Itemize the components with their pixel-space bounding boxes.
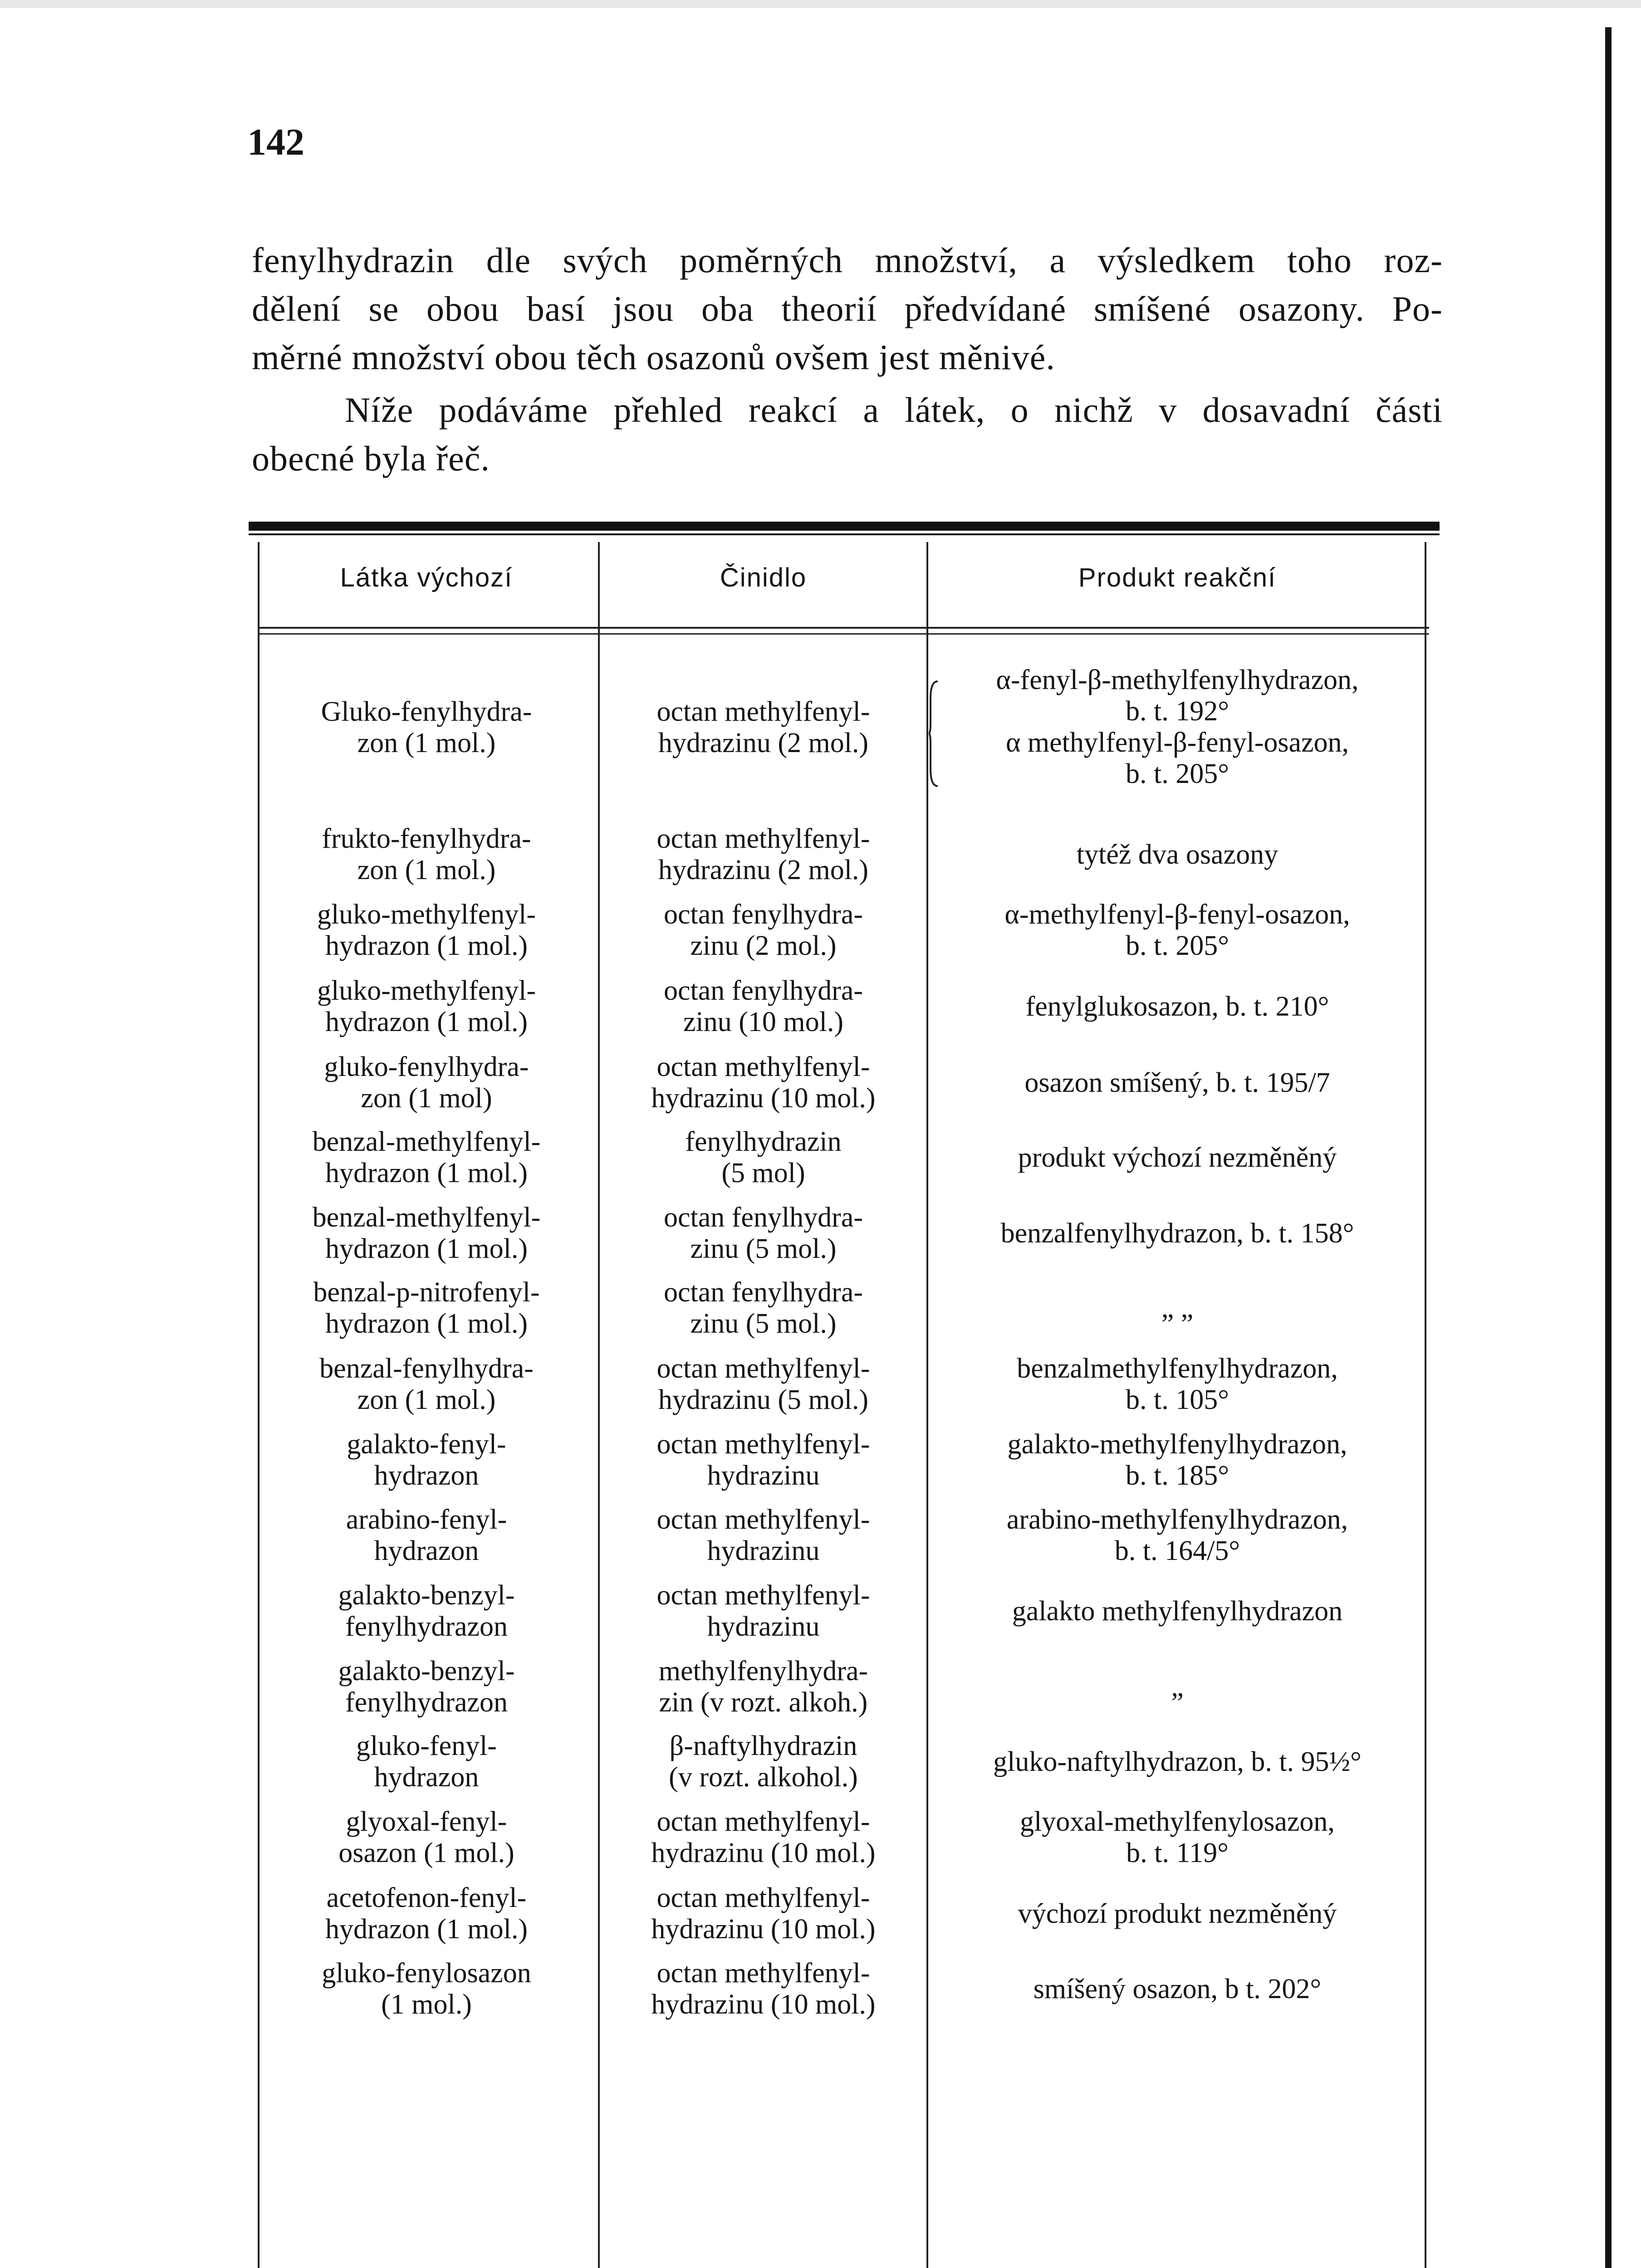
cell-line: (5 mol) xyxy=(721,1158,805,1188)
cell-line: fenylglukosazon, b. t. 210° xyxy=(1025,991,1329,1022)
cell-line: fenylhydrazon xyxy=(345,1687,508,1718)
paragraph-line: Níže podáváme přehled reakcí a látek, o nichž v dosavadní části xyxy=(345,390,1443,430)
page-number: 142 xyxy=(247,121,304,163)
cell-line: hydrazon xyxy=(374,1535,479,1566)
cell-line: benzal-methylfenyl- xyxy=(312,1202,541,1233)
cell-line: octan methylfenyl- xyxy=(656,1806,870,1837)
cell-line: octan fenylhydra- xyxy=(664,899,863,930)
cell-line: octan methylfenyl- xyxy=(656,1051,870,1082)
cell-product xyxy=(932,1218,1422,1249)
cell-line: hydrazinu xyxy=(707,1460,820,1491)
cell-substance xyxy=(259,1277,594,1339)
cell-line: octan methylfenyl- xyxy=(656,696,870,727)
paragraph-line: měrné množství obou těch osazonů ovšem jest měnivé. xyxy=(252,337,1055,377)
cell-product xyxy=(932,1596,1422,1627)
cell-line: b. t. 185° xyxy=(1125,1460,1230,1491)
cell-line: hydrazinu (5 mol.) xyxy=(658,1384,869,1415)
cell-line: „ xyxy=(1171,1671,1184,1702)
cell-substance xyxy=(259,1730,594,1793)
cell-reagent xyxy=(601,1353,926,1416)
cell-product xyxy=(932,1974,1422,2005)
cell-product xyxy=(932,839,1422,870)
cell-product xyxy=(932,1293,1422,1324)
cell-product xyxy=(932,899,1422,962)
cell-line: octan methylfenyl- xyxy=(656,1580,870,1611)
paragraph-2 xyxy=(252,386,1443,483)
cell-line: „ „ xyxy=(1161,1292,1194,1324)
cell-line: smíšený osazon, b t. 202° xyxy=(1033,1973,1322,2004)
cell-line: α methylfenyl-β-fenyl-osazon, xyxy=(1005,727,1349,758)
cell-line: hydrazinu (2 mol.) xyxy=(658,728,869,758)
cell-line: frukto-fenylhydra- xyxy=(322,823,531,854)
cell-line: hydrazon (1 mol.) xyxy=(325,1158,528,1188)
cell-line: hydrazinu (2 mol.) xyxy=(658,855,869,885)
cell-line: gluko-naftylhydrazon, b. t. 95½° xyxy=(993,1746,1362,1777)
cell-line: hydrazon (1 mol.) xyxy=(325,1914,528,1945)
cell-reagent xyxy=(601,975,926,1038)
cell-line: octan methylfenyl- xyxy=(656,1882,870,1913)
cell-substance xyxy=(259,1806,594,1869)
cell-line: galakto-fenyl- xyxy=(347,1429,506,1460)
cell-substance xyxy=(259,823,594,886)
cell-product xyxy=(932,1067,1422,1099)
cell-line: octan methylfenyl- xyxy=(656,1504,870,1535)
paragraph-line: fenylhydrazin dle svých poměrných množství, a výsledkem toho roz- xyxy=(252,240,1443,280)
cell-line: hydrazinu xyxy=(707,1611,820,1642)
cell-reagent xyxy=(601,1504,926,1567)
column-divider-2 xyxy=(926,542,928,2268)
cell-line: octan fenylhydra- xyxy=(664,1277,863,1308)
cell-substance xyxy=(259,1656,594,1718)
cell-line: hydrazon xyxy=(374,1762,479,1793)
cell-line: arabino-fenyl- xyxy=(346,1504,507,1535)
header-divider xyxy=(259,627,1429,629)
scan-right-edge xyxy=(1605,27,1612,2268)
cell-line: zinu (5 mol.) xyxy=(690,1308,837,1339)
cell-reagent xyxy=(601,1958,926,2020)
header-substance: Látka výchozí xyxy=(340,563,513,592)
table-top-rule-thin xyxy=(249,533,1440,535)
cell-product xyxy=(932,991,1422,1022)
cell-line: galakto-benzyl- xyxy=(338,1580,515,1611)
cell-substance xyxy=(259,1504,594,1567)
cell-line: methylfenylhydra- xyxy=(658,1656,868,1686)
cell-line: (v rozt. alkohol.) xyxy=(669,1762,858,1793)
cell-product xyxy=(932,665,1422,790)
cell-line: produkt výchozí nezměněný xyxy=(1018,1142,1337,1173)
cell-line: octan methylfenyl- xyxy=(656,1429,870,1460)
cell-line: zon (1 mol.) xyxy=(357,728,496,758)
cell-line: hydrazon xyxy=(374,1460,479,1491)
cell-line: hydrazinu (10 mol.) xyxy=(651,1838,876,1868)
cell-reagent xyxy=(601,1051,926,1114)
table-right-border xyxy=(1425,542,1426,2268)
cell-line: α-fenyl-β-methylfenylhydrazon, xyxy=(996,665,1359,695)
header-reagent: Činidlo xyxy=(720,563,807,592)
cell-substance xyxy=(259,1126,594,1189)
cell-line: benzalmethylfenylhydrazon, xyxy=(1017,1353,1338,1384)
cell-line: glyoxal-fenyl- xyxy=(346,1806,507,1837)
cell-reagent xyxy=(601,899,926,962)
cell-line: benzalfenylhydrazon, b. t. 158° xyxy=(1000,1217,1354,1249)
cell-line: zinu (5 mol.) xyxy=(690,1233,837,1264)
cell-product xyxy=(932,1746,1422,1778)
cell-reagent xyxy=(601,823,926,886)
cell-line: b. t. 205° xyxy=(1125,758,1230,789)
cell-line: b. t. 119° xyxy=(1126,1838,1229,1868)
cell-line: b. t. 105° xyxy=(1125,1384,1230,1415)
cell-line: octan methylfenyl- xyxy=(656,1353,870,1384)
cell-substance xyxy=(259,1353,594,1416)
header-divider-thin xyxy=(259,633,1429,635)
cell-substance xyxy=(259,1202,594,1265)
cell-line: hydrazon (1 mol.) xyxy=(325,930,528,961)
cell-product xyxy=(932,1353,1422,1416)
cell-line: galakto-methylfenylhydrazon, xyxy=(1007,1429,1347,1460)
cell-reagent xyxy=(601,1806,926,1869)
cell-line: hydrazon (1 mol.) xyxy=(325,1007,528,1037)
cell-line: gluko-fenylhydra- xyxy=(324,1051,529,1082)
scan-top-edge xyxy=(0,0,1641,8)
cell-substance xyxy=(259,1051,594,1114)
cell-line: tytéž dva osazony xyxy=(1076,839,1279,870)
column-divider-1 xyxy=(598,542,600,2268)
cell-line: glyoxal-methylfenylosazon, xyxy=(1020,1806,1335,1837)
cell-line: benzal-fenylhydra- xyxy=(319,1353,534,1384)
paragraph-line: obecné byla řeč. xyxy=(252,439,490,478)
cell-line: octan methylfenyl- xyxy=(656,1958,870,1989)
cell-line: benzal-methylfenyl- xyxy=(312,1126,541,1157)
cell-line: gluko-methylfenyl- xyxy=(317,899,536,930)
cell-line: hydrazon (1 mol.) xyxy=(325,1233,528,1264)
cell-reagent xyxy=(601,1730,926,1793)
cell-line: hydrazinu (10 mol.) xyxy=(651,1914,876,1945)
cell-line: gluko-methylfenyl- xyxy=(317,975,536,1006)
paragraph-1 xyxy=(252,236,1443,381)
cell-line: hydrazinu xyxy=(707,1535,820,1566)
header-product: Produkt reakční xyxy=(1078,563,1277,592)
cell-line: galakto methylfenylhydrazon xyxy=(1012,1595,1343,1627)
cell-substance xyxy=(259,1580,594,1642)
cell-line: osazon (1 mol.) xyxy=(338,1838,514,1868)
cell-line: α-methylfenyl-β-fenyl-osazon, xyxy=(1004,899,1350,930)
cell-line: zinu (10 mol.) xyxy=(683,1007,843,1037)
cell-line: zon (1 mol) xyxy=(361,1083,492,1114)
cell-reagent xyxy=(601,696,926,759)
cell-line: (1 mol.) xyxy=(381,1989,472,2020)
cell-product xyxy=(932,1898,1422,1930)
cell-line: gluko-fenylosazon xyxy=(322,1958,531,1989)
cell-line: arabino-methylfenylhydrazon, xyxy=(1006,1504,1348,1535)
cell-reagent xyxy=(601,1429,926,1491)
cell-product xyxy=(932,1429,1422,1491)
cell-product xyxy=(932,1142,1422,1173)
cell-line: octan fenylhydra- xyxy=(664,975,863,1006)
cell-line: gluko-fenyl- xyxy=(356,1730,497,1761)
cell-substance xyxy=(259,1882,594,1945)
cell-line: zon (1 mol.) xyxy=(357,855,496,885)
cell-line: b. t. 205° xyxy=(1125,930,1230,961)
cell-line: zon (1 mol.) xyxy=(357,1384,496,1415)
cell-reagent xyxy=(601,1580,926,1642)
cell-line: zin (v rozt. alkoh.) xyxy=(659,1687,868,1718)
cell-substance xyxy=(259,696,594,759)
cell-line: hydrazinu (10 mol.) xyxy=(651,1989,876,2020)
cell-reagent xyxy=(601,1202,926,1265)
cell-line: výchozí produkt nezměněný xyxy=(1018,1898,1337,1929)
cell-line: fenylhydrazon xyxy=(345,1611,508,1642)
cell-substance xyxy=(259,1429,594,1491)
cell-line: galakto-benzyl- xyxy=(338,1656,515,1686)
cell-reagent xyxy=(601,1126,926,1189)
cell-line: octan methylfenyl- xyxy=(656,823,870,854)
cell-substance xyxy=(259,975,594,1038)
cell-product xyxy=(932,1672,1422,1703)
cell-line: benzal-p-nitrofenyl- xyxy=(313,1277,540,1308)
cell-substance xyxy=(259,1958,594,2020)
cell-line: β-naftylhydrazin xyxy=(669,1730,857,1761)
cell-substance xyxy=(259,899,594,962)
cell-line: b. t. 164/5° xyxy=(1114,1535,1240,1566)
cell-line: acetofenon-fenyl- xyxy=(326,1882,527,1913)
cell-reagent xyxy=(601,1882,926,1945)
cell-line: fenylhydrazin xyxy=(685,1126,842,1157)
cell-reagent xyxy=(601,1277,926,1339)
cell-product xyxy=(932,1806,1422,1869)
cell-line: osazon smíšený, b. t. 195/7 xyxy=(1024,1067,1330,1098)
cell-line: hydrazinu (10 mol.) xyxy=(651,1083,876,1114)
table-top-rule xyxy=(249,522,1440,531)
cell-line: b. t. 192° xyxy=(1125,696,1230,727)
paragraph-line: dělení se obou basí jsou oba theorií předvídané smíšené osazony. Po- xyxy=(252,289,1443,328)
cell-product xyxy=(932,1504,1422,1567)
cell-reagent xyxy=(601,1656,926,1718)
cell-line: Gluko-fenylhydra- xyxy=(321,696,532,727)
cell-line: zinu (2 mol.) xyxy=(690,930,837,961)
cell-line: hydrazon (1 mol.) xyxy=(325,1308,528,1339)
cell-line: octan fenylhydra- xyxy=(664,1202,863,1233)
